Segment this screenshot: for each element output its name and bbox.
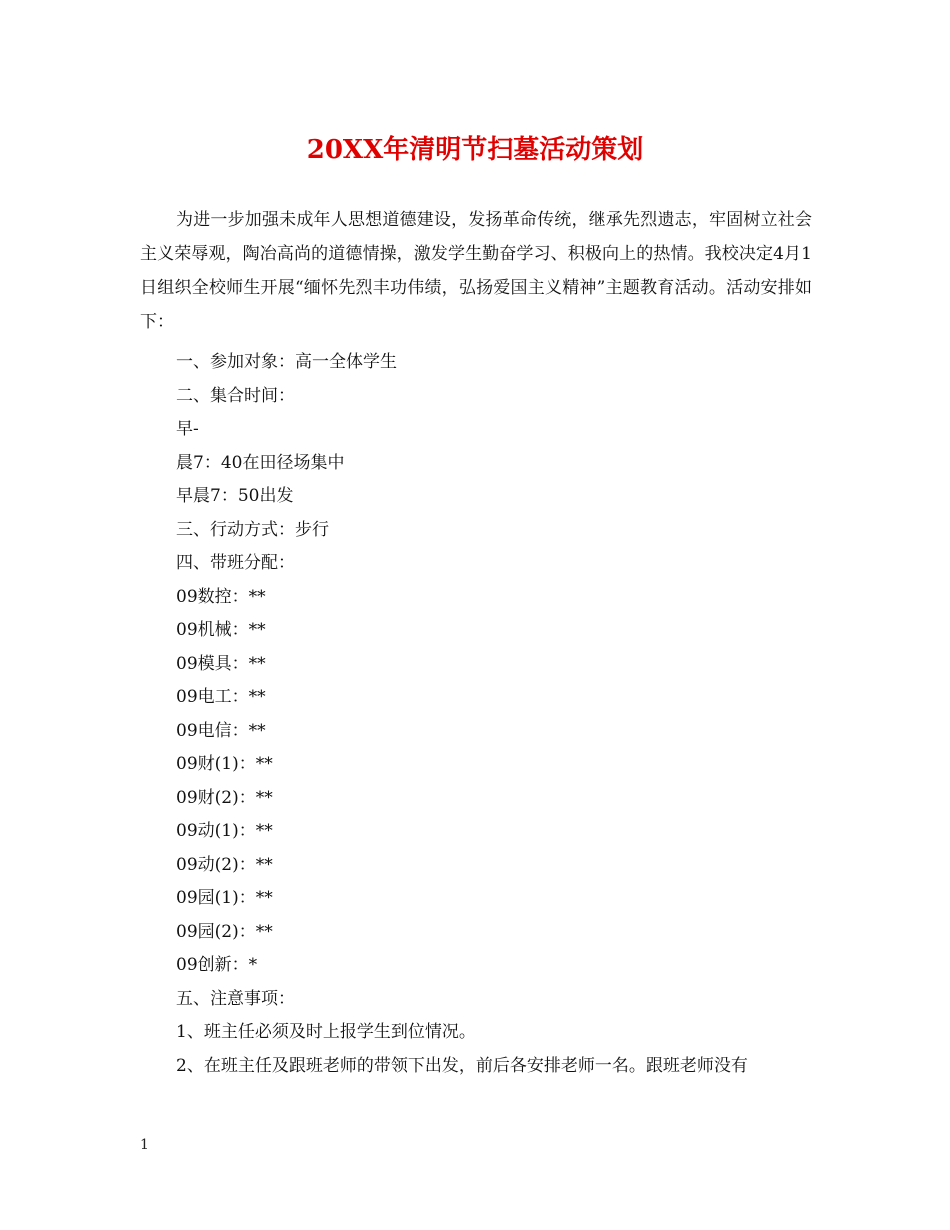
content-line: 09财(1)：** xyxy=(176,754,273,774)
content-line: 09数控：** xyxy=(176,586,266,607)
content-line: 二、集合时间： xyxy=(176,385,295,406)
content-line: 09电信：** xyxy=(176,720,266,741)
content-line: 09财(2)：** xyxy=(176,787,273,808)
content-line: 09园(2)：** xyxy=(176,921,273,942)
content-line: 早晨7：50出发 xyxy=(176,486,294,506)
page-number: 1 xyxy=(140,1137,149,1153)
content-line: 1、班主任必须及时上报学生到位情况。 xyxy=(176,1022,476,1042)
content-line: 五、注意事项： xyxy=(176,988,295,1009)
content-line: 09动(2)：** xyxy=(176,854,273,875)
document-title: 20XX年清明节扫墓活动策划 xyxy=(306,135,644,165)
content-line: 四、带班分配： xyxy=(176,553,295,573)
content-line: 一、参加对象：高一全体学生 xyxy=(176,352,397,372)
content-line: 09创新：* xyxy=(176,955,258,975)
content-line: 09机械：** xyxy=(176,620,266,640)
content-line: 09动(1)：** xyxy=(176,821,273,841)
content-line: 晨7：40在田径场集中 xyxy=(176,452,345,473)
content-line: 09电工：** xyxy=(176,687,266,707)
content-line: 09园(1)：** xyxy=(176,888,273,908)
content-lines xyxy=(176,346,816,1083)
content-line: 三、行动方式：步行 xyxy=(176,519,329,540)
intro-paragraph: 为进一步加强未成年人思想道德建设，发扬革命传统，继承先烈遗志，牢固树立社会主义荣辱观，陶冶高尚的道德情操，激发学生勤奋学习、积极向上的热情。我校决定4月1日组织全校师生开展“缅怀先烈丰功伟绩，弘扬爱国主义精神”主题教育活动。活动安排如下： xyxy=(140,210,812,332)
content-line: 早- xyxy=(176,419,199,439)
content-line: 2、在班主任及跟班老师的带领下出发，前后各安排老师一名。跟班老师没有 xyxy=(176,1055,748,1076)
content-line: 09模具：** xyxy=(176,653,266,674)
